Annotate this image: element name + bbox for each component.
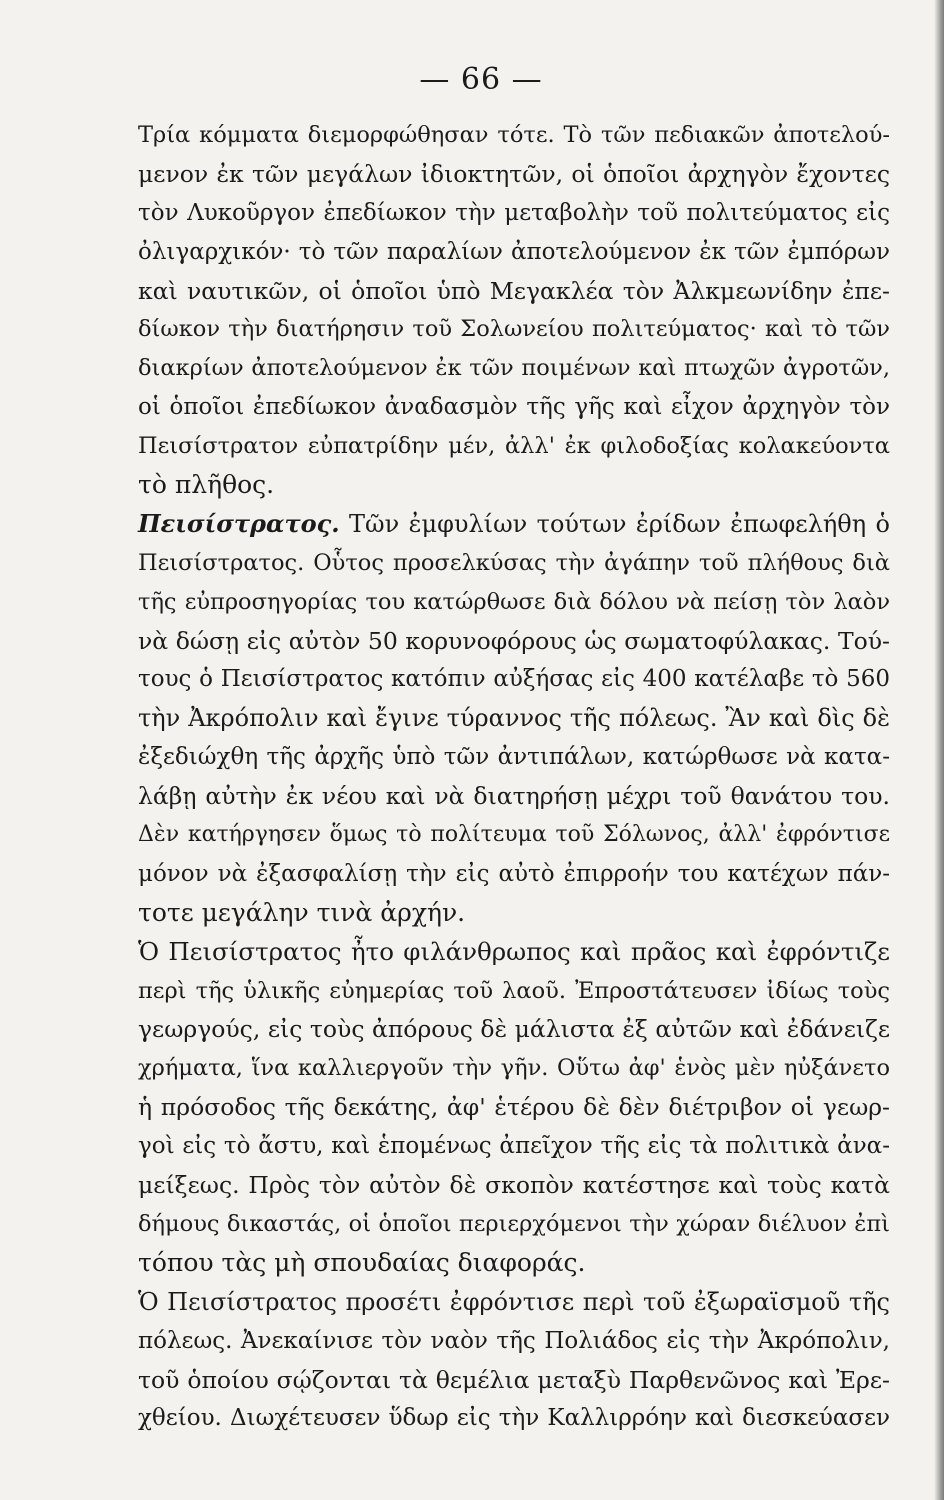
book-page-text bbox=[138, 116, 890, 1438]
text-line: οἱ ὁποῖοι ἐπεδίωκον ἀναδασμὸν τῆς γῆς καὶ εἶχον ἀρχηγὸν τὸν bbox=[138, 394, 890, 421]
page-edge-shadow bbox=[934, 0, 944, 1500]
text-line: ἡ πρόσοδος τῆς δεκάτης, ἀφ' ἑτέρου δὲ δὲν διέτριβον οἱ γεωρ- bbox=[138, 1093, 890, 1122]
text-line: χθείου. Διωχέτευσεν ὕδωρ εἰς τὴν Καλλιρρόην καὶ διεσκεύασεν bbox=[138, 1405, 890, 1432]
text-line: χρήματα, ἵνα καλλιεργοῦν τὴν γῆν. Οὕτω ἀφ' ἑνὸς μὲν ηὐξάνετο bbox=[138, 1055, 890, 1082]
text-line: τὴν Ἀκρόπολιν καὶ ἔγινε τύραννος τῆς πόλεως. Ἂν καὶ δὶς δὲ bbox=[138, 704, 890, 733]
text-line: τους ὁ Πεισίστρατος κατόπιν αὐξήσας εἰς 400 κατέλαβε τὸ 560 bbox=[138, 666, 890, 693]
text-line: τῆς εὐπροσηγορίας του κατώρθωσε διὰ δόλου νὰ πείσῃ τὸν λαὸν bbox=[138, 588, 890, 615]
text-line: μείξεως. Πρὸς τὸν αὐτὸν δὲ σκοπὸν κατέστησε καὶ τοὺς κατὰ bbox=[138, 1171, 890, 1200]
section-heading: Πεισίστρατος. bbox=[138, 508, 340, 538]
text-line: γοὶ εἰς τὸ ἄστυ, καὶ ἑπομένως ἀπεῖχον τῆς εἰς τὰ πολιτικὰ ἀνα- bbox=[138, 1133, 890, 1160]
text-line: Τρία κόμματα διεμορφώθησαν τότε. Τὸ τῶν πεδιακῶν ἀποτελού- bbox=[138, 122, 890, 148]
text-line: τοτε μεγάλην τινὰ ἀρχήν. bbox=[138, 897, 466, 927]
text-line: μενον ἐκ τῶν μεγάλων ἰδιοκτητῶν, οἱ ὁποῖοι ἀρχηγὸν ἔχοντες bbox=[138, 159, 890, 188]
text-line: λάβῃ αὐτὴν ἐκ νέου καὶ νὰ διατηρήσῃ μέχρι τοῦ θανάτου του. bbox=[138, 782, 890, 811]
text-line: δίωκον τὴν διατήρησιν τοῦ Σολωνείου πολιτεύματος· καὶ τὸ τῶν bbox=[138, 316, 890, 343]
text-line: μόνον νὰ ἐξασφαλίσῃ τὴν εἰς αὐτὸ ἐπιρροήν του κατέχων πάν- bbox=[138, 860, 890, 887]
page-number: — 66 — bbox=[419, 62, 543, 97]
text-line: Δὲν κατήργησεν ὅμως τὸ πολίτευμα τοῦ Σόλωνος, ἀλλ' ἐφρόντισε bbox=[138, 822, 890, 848]
text-line: ἐξεδιώχθη τῆς ἀρχῆς ὑπὸ τῶν ἀντιπάλων, κατώρθωσε νὰ κατα- bbox=[138, 744, 890, 771]
text-line: περὶ τῆς ὑλικῆς εὐημερίας τοῦ λαοῦ. Ἐπροστάτευσεν ἰδίως τοὺς bbox=[138, 977, 890, 1004]
text-line: νὰ δώσῃ εἰς αὐτὸν 50 κορυνοφόρους ὡς σωματοφύλακας. Τού- bbox=[138, 626, 890, 655]
text-line-rest: Τῶν ἐμφυλίων τούτων ἐρίδων ἐπωφελήθη ὁ bbox=[349, 509, 890, 538]
text-line: Ὁ Πεισίστρατος προσέτι ἐφρόντισε περὶ τοῦ ἐξωραϊσμοῦ τῆς bbox=[138, 1287, 890, 1316]
text-line: Πεισίστρατος. Οὗτος προσελκύσας τὴν ἀγάπην τοῦ πλήθους διὰ bbox=[138, 549, 890, 576]
text-line: τὸ πλῆθος. bbox=[138, 470, 275, 500]
text-line: τόπου τὰς μὴ σπουδαίας διαφοράς. bbox=[138, 1247, 586, 1277]
text-line: Ὁ Πεισίστρατος ἦτο φιλάνθρωπος καὶ πρᾶος καὶ ἐφρόντιζε bbox=[138, 936, 890, 966]
text-line: πόλεως. Ἀνεκαίνισε τὸν ναὸν τῆς Πολιάδος εἰς τὴν Ἀκρόπολιν, bbox=[138, 1327, 890, 1354]
text-line: ὀλιγαρχικόν· τὸ τῶν παραλίων ἀποτελούμενον ἐκ τῶν ἐμπόρων bbox=[138, 238, 890, 265]
text-line: δήμους δικαστάς, οἱ ὁποῖοι περιερχόμενοι τὴν χώραν διέλυον ἐπὶ bbox=[138, 1210, 890, 1237]
text-line: γεωργούς, εἰς τοὺς ἀπόρους δὲ μάλιστα ἐξ αὐτῶν καὶ ἐδάνειζε bbox=[138, 1015, 890, 1044]
text-line: καὶ ναυτικῶν, οἱ ὁποῖοι ὑπὸ Μεγακλέα τὸν Ἀλκμεωνίδην ἐπε- bbox=[138, 276, 890, 305]
text-line: Πεισίστρατον εὐπατρίδην μέν, ἀλλ' ἐκ φιλοδοξίας κολακεύοντα bbox=[138, 433, 890, 460]
text-line: διακρίων ἀποτελούμενον ἐκ τῶν ποιμένων καὶ πτωχῶν ἀγροτῶν, bbox=[138, 355, 890, 382]
text-line: τὸν Λυκοῦργον ἐπεδίωκον τὴν μεταβολὴν τοῦ πολιτεύματος εἰς bbox=[138, 199, 890, 226]
text-line: τοῦ ὁποίου σῴζονται τὰ θεμέλια μεταξὺ Παρθενῶνος καὶ Ἐρε- bbox=[138, 1365, 890, 1394]
section-heading-line bbox=[138, 505, 890, 544]
